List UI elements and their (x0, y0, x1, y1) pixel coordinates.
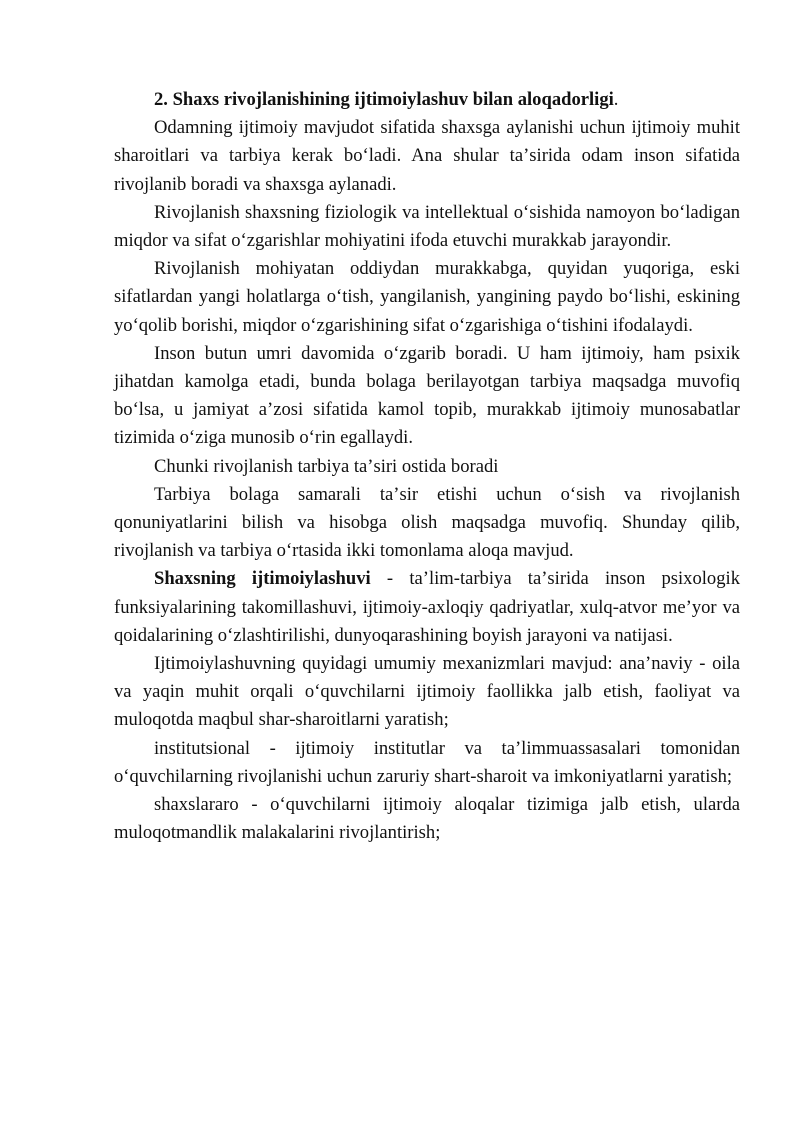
mechanism-paragraph-2: institutsional - ijtimoiy institutlar va taʼlimmuassasalari tomonidan oʻquvchilarning rivojlanishi uchun zaruriy shart-sharoit va imkoniyatlarni yaratish; (114, 737, 740, 787)
paragraph-6: Tarbiya bolaga samarali taʼsir etishi uchun oʻsish va rivojlanish qonuniyatlarini bilish va hisobga olish maqsadga muvofiq. Shunday qilib, rivojlanish va tarbiya oʻrtasida ikki tomonlama aloqa mavjud. (114, 483, 740, 562)
document-page (114, 86, 740, 847)
paragraph-4: Inson butun umri davomida oʻzgarib boradi. U ham ijtimoiy, ham psixik jihatdan kamolga etadi, bunda bolaga berilayotgan tarbiya maqsadga muvofiq boʻlsa, u jamiyat aʼzosi sifatida kamol topib, murakkab ijtimoiy munosabatlar tizimida oʻziga munosib oʻrin egallaydi. (114, 342, 740, 449)
section-heading-period: . (613, 89, 619, 110)
mechanism-paragraph-1: Ijtimoiylashuvning quyidagi umumiy mexanizmlari mavjud: anaʼnaviy - oila va yaqin muhit orqali oʻquvchilarni ijtimoiy faollikka jalb etish, faoliyat va muloqotda maqbul shar-sharoitlarni yaratish; (114, 653, 740, 731)
mechanism-paragraph-3: shaxslararo - oʻquvchilarni ijtimoiy aloqalar tizimiga jalb etish, ularda muloqotmandlik malakalarini rivojlantirish; (114, 794, 740, 844)
definition-paragraph (114, 565, 740, 650)
paragraph-2: Rivojlanish shaxsning fiziologik va intellektual oʻsishida namoyon boʻladigan miqdor va sifat oʻzgarishlar mohiyatini ifoda etuvchi murakkab jarayondir. (114, 201, 740, 252)
definition-term: Shaxsning ijtimoiylashuvi (154, 568, 371, 590)
section-heading-text: 2. Shaxs rivojlanishining ijtimoiylashuv bilan aloqadorligi (154, 89, 614, 110)
section-heading (114, 86, 740, 114)
definition-text: - taʼlim-tarbiya taʼsirida inson psixologik funksiyalarining takomillashuvi, ijtimoiy-axloqiy qadriyatlar, xulq-atvor meʼyor va qoidalarining oʻzlashtirilishi, dunyoqarashining boyish jarayoni va natijasi. (114, 568, 740, 646)
paragraph-5: Chunki rivojlanish tarbiya taʼsiri ostida boradi (154, 455, 499, 477)
paragraph-3: Rivojlanish mohiyatan oddiydan murakkabga, quyidan yuqoriga, eski sifatlardan yangi holatlarga oʻtish, yangilanish, yangining paydo boʻlishi, eskining yoʻqolib borishi, miqdor oʻzgarishining sifat oʻzgarishiga oʻtishini ifodalaydi. (114, 258, 740, 336)
paragraph-1: Odamning ijtimoiy mavjudot sifatida shaxsga aylanishi uchun ijtimoiy muhit sharoitlari va tarbiya kerak boʻladi. Ana shular taʼsirida odam inson sifatida rivojlanib boradi va shaxsga aylanadi. (114, 117, 740, 195)
